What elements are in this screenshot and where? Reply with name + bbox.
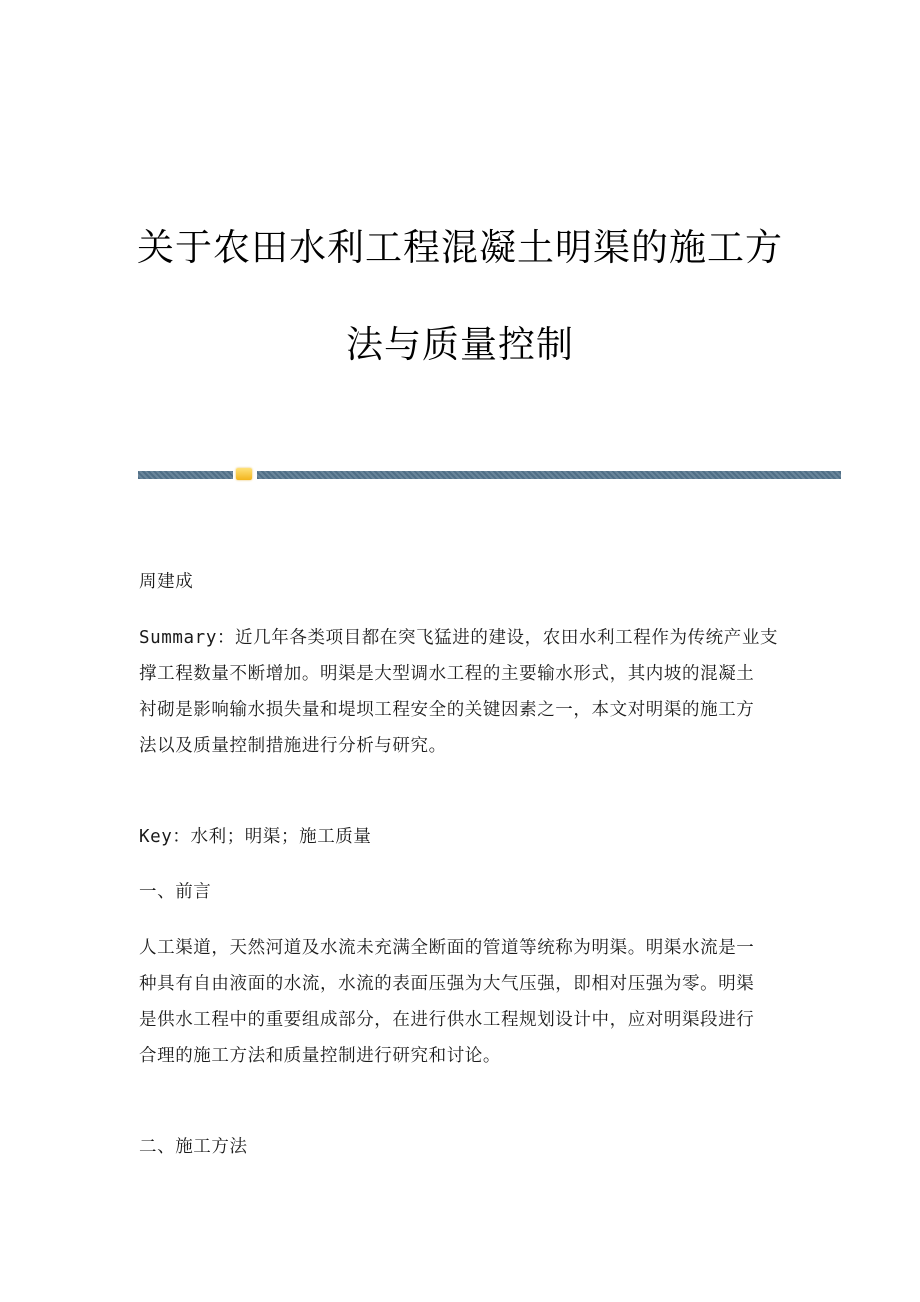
divider-bar-left bbox=[138, 471, 233, 479]
summary-line: 撑工程数量不断增加。明渠是大型调水工程的主要输水形式，其内坡的混凝土 bbox=[139, 664, 755, 684]
preface-line: 合理的施工方法和质量控制进行研究和讨论。 bbox=[139, 1046, 501, 1066]
section-heading-construction-methods: 二、施工方法 bbox=[139, 1137, 248, 1157]
author-name: 周建成 bbox=[139, 572, 194, 592]
summary-line: 衬砌是影响输水损失量和堤坝工程安全的关键因素之一，本文对明渠的施工方 bbox=[139, 700, 755, 720]
section-heading-preface: 一、前言 bbox=[139, 882, 212, 902]
document-title-line-2: 法与质量控制 bbox=[346, 323, 574, 366]
preface-line: 人工渠道，天然河道及水流未充满全断面的管道等统称为明渠。明渠水流是一 bbox=[139, 938, 755, 958]
summary-paragraph bbox=[139, 620, 799, 764]
preface-line: 种具有自由液面的水流，水流的表面压强为大气压强，即相对压强为零。明渠 bbox=[139, 974, 755, 994]
summary-line: 法以及质量控制措施进行分析与研究。 bbox=[139, 736, 447, 756]
title-divider bbox=[0, 471, 920, 479]
keywords-line: Key：水利；明渠；施工质量 bbox=[139, 827, 372, 847]
document-title-line-1: 关于农田水利工程混凝土明渠的施工方 bbox=[137, 226, 783, 269]
divider-ornament-icon bbox=[236, 468, 252, 480]
preface-paragraph bbox=[139, 930, 799, 1074]
divider-bar-right bbox=[257, 471, 841, 479]
preface-line: 是供水工程中的重要组成部分，在进行供水工程规划设计中，应对明渠段进行 bbox=[139, 1010, 755, 1030]
summary-line: Summary：近几年各类项目都在突飞猛进的建设，农田水利工程作为传统产业支 bbox=[139, 628, 779, 648]
